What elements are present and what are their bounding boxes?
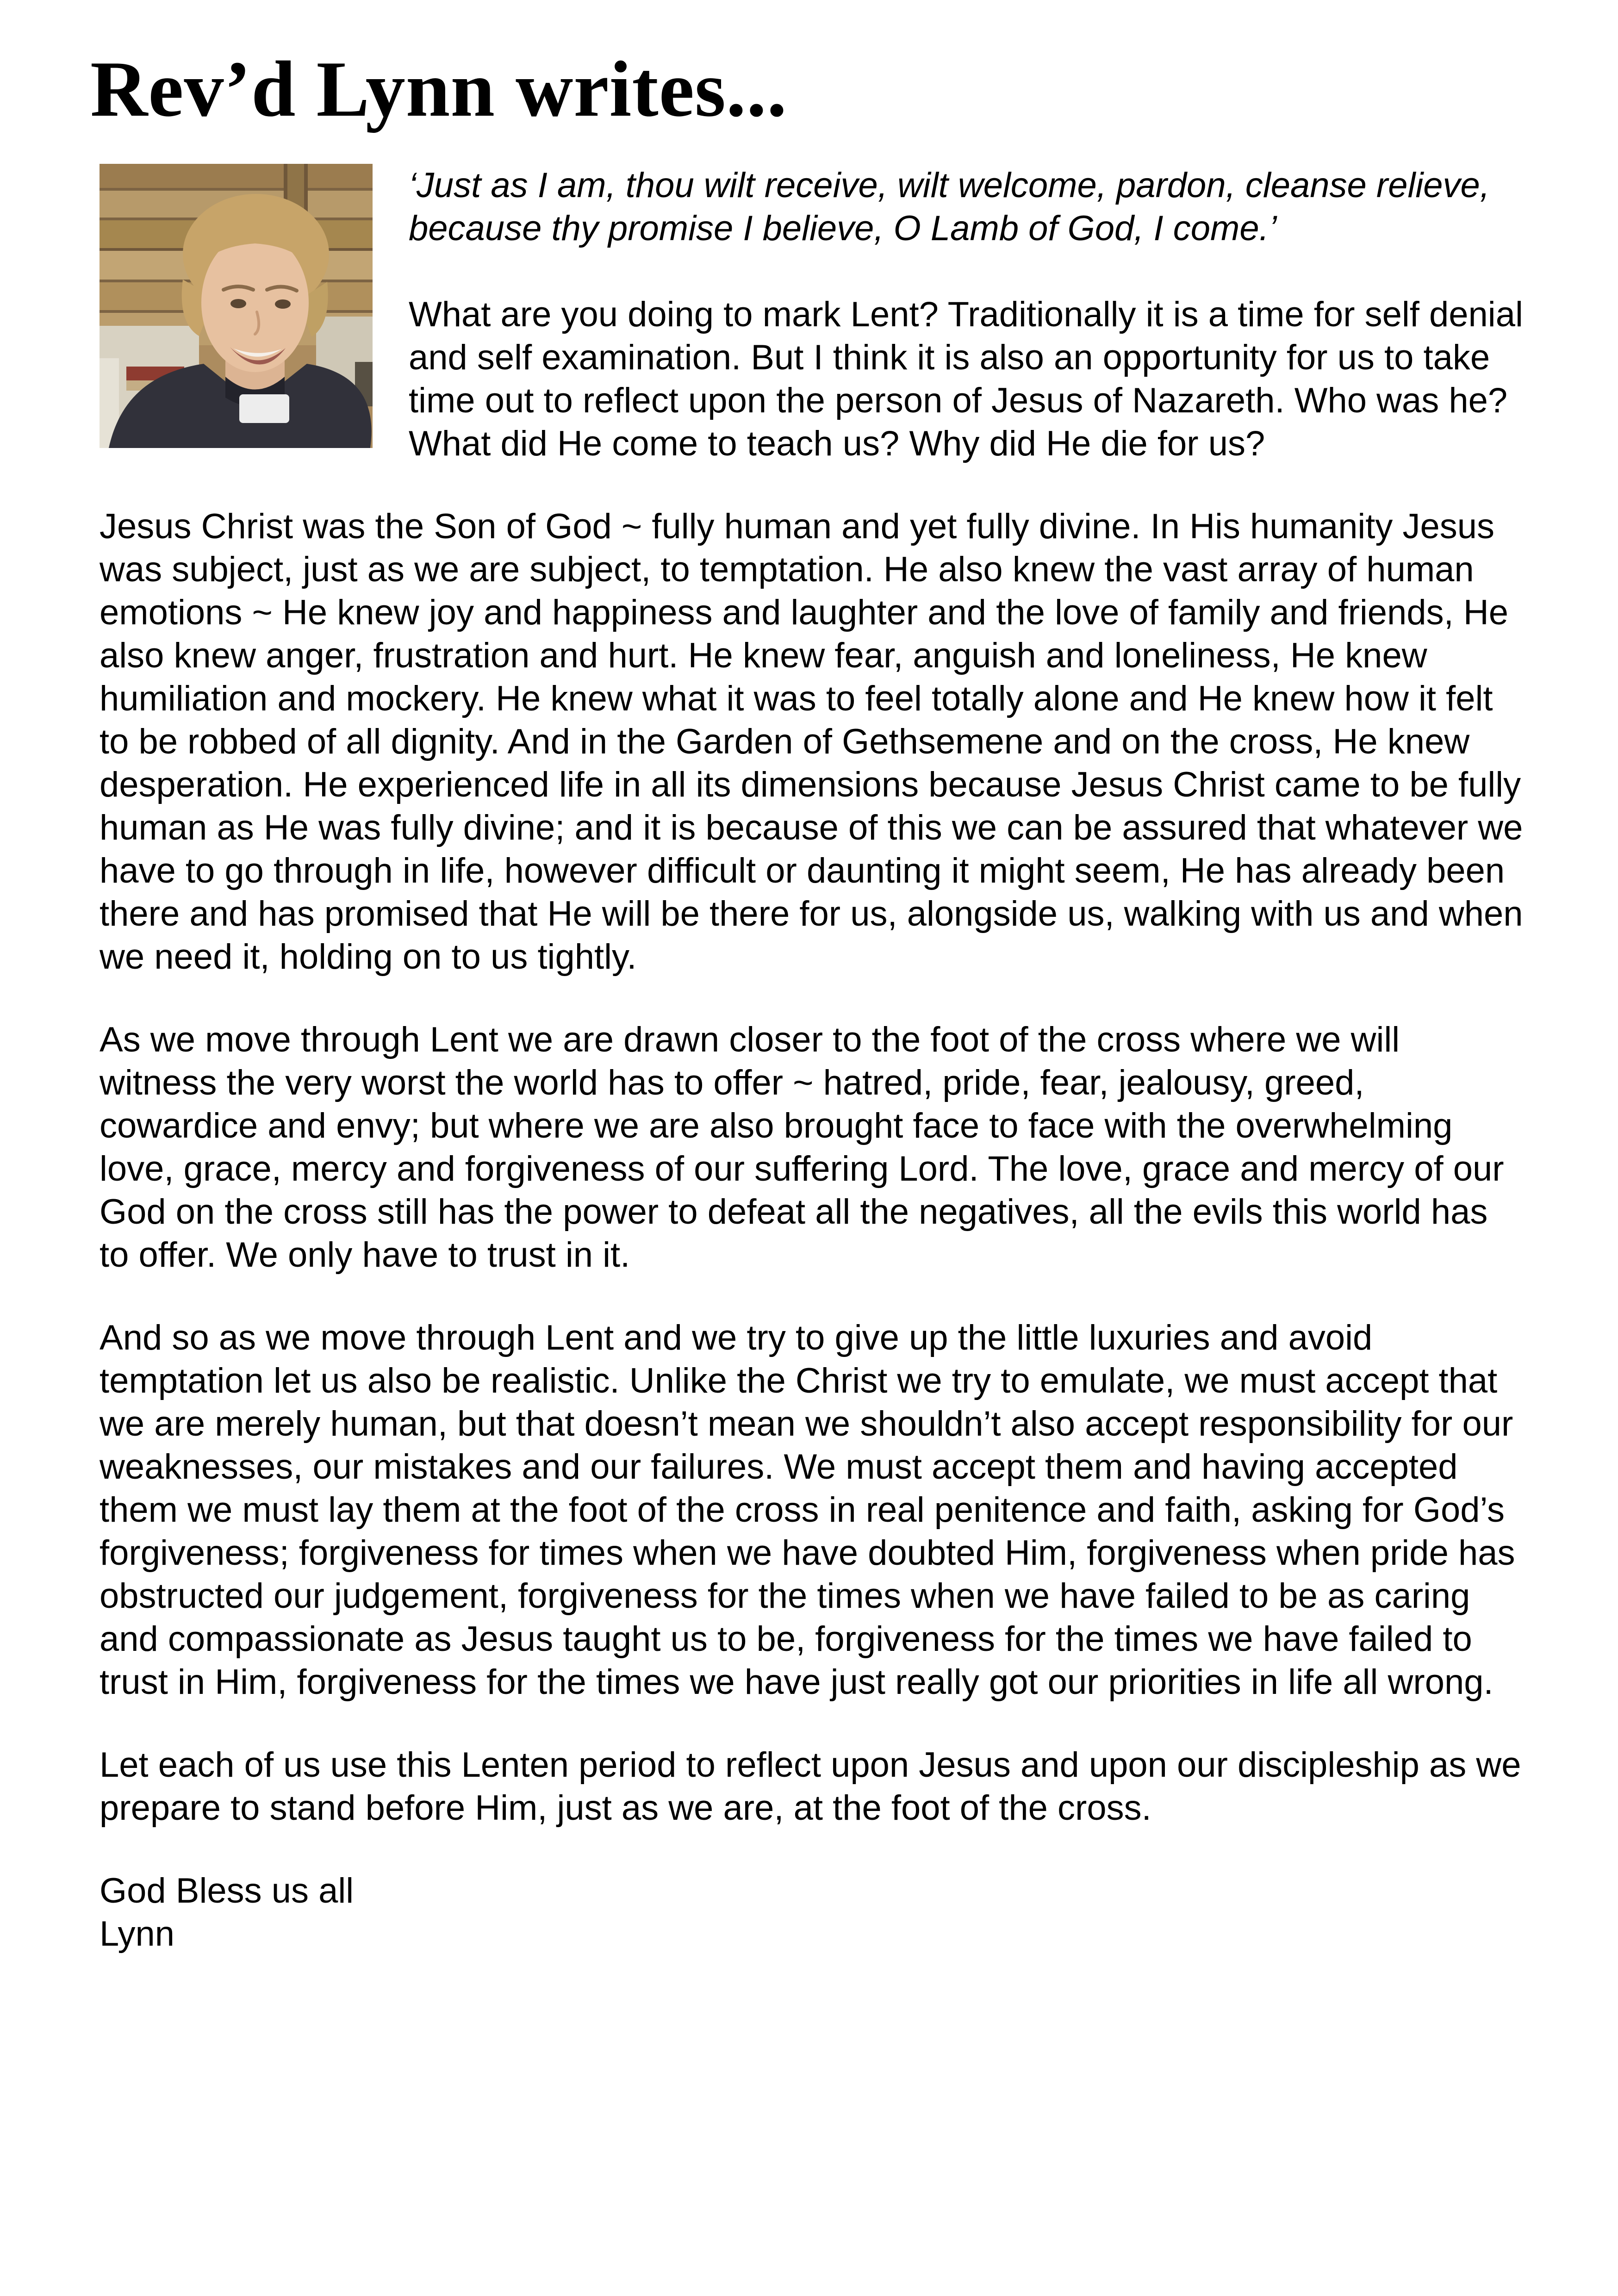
intro-paragraph: What are you doing to mark Lent? Traditionally it is a time for self denial and self examination. But I think it is also an opportunity for us to take time out to reflect upon the person of Jesus of Nazareth. Who was he? What did He come to teach us? Why did He die for us?	[409, 295, 1523, 464]
closing-block	[100, 1869, 1525, 1955]
closing-blessing: God Bless us all	[100, 1871, 354, 1911]
hymn-quote: ‘Just as I am, thou wilt receive, wilt welcome, pardon, cleanse relieve, because thy promise I believe, O Lamb of God, I come.’	[409, 166, 1490, 249]
body-paragraph-1: Jesus Christ was the Son of God ~ fully human and yet fully divine. In His humanity Jesus was subject, just as we are subject, to temptation. He also knew the vast array of human emotions ~ He knew joy and happiness and laughter and the love of family and friends, He also knew anger, frustration and hurt. He knew fear, anguish and loneliness, He knew humiliation and mockery. He knew what it was to feel totally alone and He knew how it felt to be robbed of all dignity. And in the Garden of Gethsemene and on the cross, He knew desperation. He experienced life in all its dimensions because Jesus Christ came to be fully human as He was fully divine; and it is because of this we can be assured that whatever we have to go through in life, however difficult or daunting it might seem, He has already been there and has promised that He will be there for us, alongside us, walking with us and when we need it, holding on to us tightly.	[100, 507, 1523, 977]
rev-lynn-photo-illustration	[100, 164, 373, 448]
intro-column	[409, 164, 1525, 465]
page-title: Rev’d Lynn writes...	[90, 45, 787, 133]
body-paragraph-4: Let each of us use this Lenten period to reflect upon Jesus and upon our discipleship as we prepare to stand before Him, just as we are, at the foot of the cross.	[100, 1745, 1521, 1828]
closing-signature: Lynn	[100, 1914, 174, 1954]
header-row	[100, 164, 1525, 465]
body-paragraph-3: And so as we move through Lent and we try to give up the little luxuries and avoid temptation let us also be realistic. Unlike the Christ we try to emulate, we must accept that we are merely human, but that doesn’t mean we shouldn’t also accept responsibility for our weaknesses, our mistakes and our failures. We must accept them and having accepted them we must lay them at the foot of the cross in real penitence and faith, asking for God’s forgiveness; forgiveness for times when we have doubted Him, forgiveness when pride has obstructed our judgement, forgiveness for the times when we have failed to be as caring and compassionate as Jesus taught us to be, forgiveness for the times we have failed to trust in Him, forgiveness for the times we have just really got our priorities in life all wrong.	[100, 1318, 1515, 1702]
rev-lynn-photo	[100, 164, 373, 448]
body-paragraph-2: As we move through Lent we are drawn closer to the foot of the cross where we will witness the very worst the world has to offer ~ hatred, pride, fear, jealousy, greed, cowardice and envy; but where we are also brought face to face with the overwhelming love, grace, mercy and forgiveness of our suffering Lord. The love, grace and mercy of our God on the cross still has the power to defeat all the negatives, all the evils this world has to offer. We only have to trust in it.	[100, 1020, 1504, 1275]
